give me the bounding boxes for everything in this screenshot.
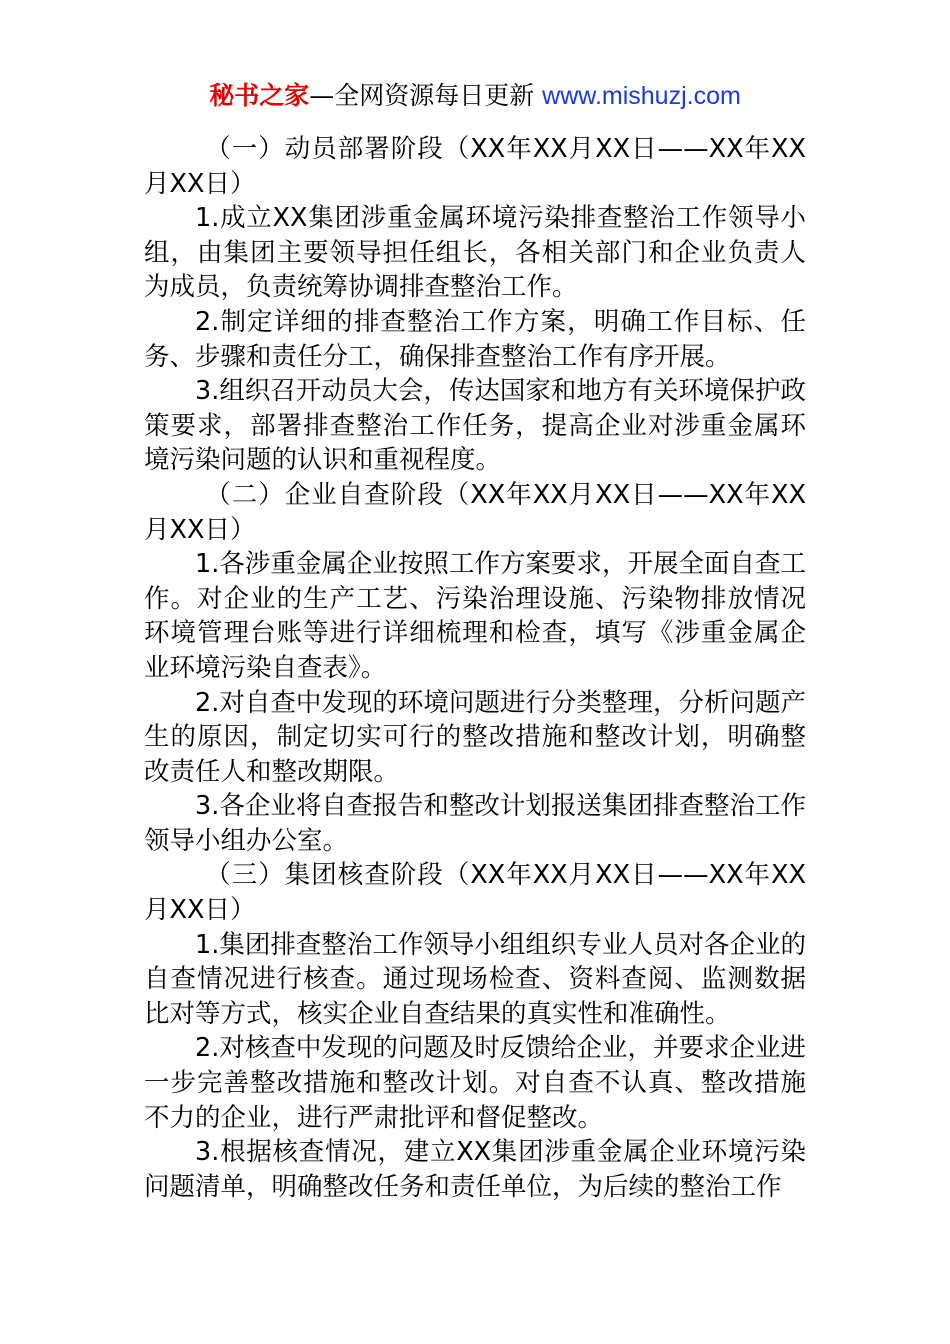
paragraph: 3.各企业将自查报告和整改计划报送集团排查整治工作领导小组办公室。 [144, 791, 806, 856]
paragraph: 1.各涉重金属企业按照工作方案要求，开展全面自查工作。对企业的生产工艺、污染治理设施、污染物排放情况环境管理台账等进行详细梳理和检查，填写《涉重金属企业环境污染自查表》。 [144, 549, 806, 683]
section-heading-1: （一）动员部署阶段（XX年XX月XX日——XX年XX月XX日） [144, 134, 806, 199]
site-header [0, 80, 950, 112]
site-url-link[interactable]: www.mishuzj.com [542, 82, 741, 110]
paragraph: 3.组织召开动员大会，传达国家和地方有关环境保护政策要求，部署排查整治工作任务，提高企业对涉重金属环境污染问题的认识和重视程度。 [144, 376, 806, 476]
paragraph: 1.成立XX集团涉重金属环境污染排查整治工作领导小组，由集团主要领导担任组长，各相关部门和企业负责人为成员，负责统筹协调排查整治工作。 [144, 203, 806, 303]
section-heading-3: （三）集团核查阶段（XX年XX月XX日——XX年XX月XX日） [144, 860, 806, 926]
site-tagline: —全网资源每日更新 [309, 81, 543, 110]
paragraph: 2.制定详细的排查整治工作方案，明确工作目标、任务、步骤和责任分工，确保排查整治工作有序开展。 [144, 306, 806, 372]
paragraph: 2.对自查中发现的环境问题进行分类整理，分析问题产生的原因，制定切实可行的整改措施和整改计划，明确整改责任人和整改期限。 [144, 687, 806, 787]
brand-name: 秘书之家 [209, 81, 310, 110]
paragraph: 1.集团排查整治工作领导小组组织专业人员对各企业的自查情况进行核查。通过现场检查、资料查阅、监测数据比对等方式，核实企业自查结果的真实性和准确性。 [144, 929, 806, 1029]
paragraph: 2.对核查中发现的问题及时反馈给企业，并要求企业进一步完善整改措施和整改计划。对自查不认真、整改措施不力的企业，进行严肃批评和督促整改。 [144, 1033, 806, 1133]
paragraph: 3.根据核查情况，建立XX集团涉重金属企业环境污染问题清单，明确整改任务和责任单位，为后续的整治工作 [144, 1137, 806, 1202]
section-heading-2: （二）企业自查阶段（XX年XX月XX日——XX年XX月XX日） [144, 479, 806, 545]
document-body [144, 132, 806, 1204]
